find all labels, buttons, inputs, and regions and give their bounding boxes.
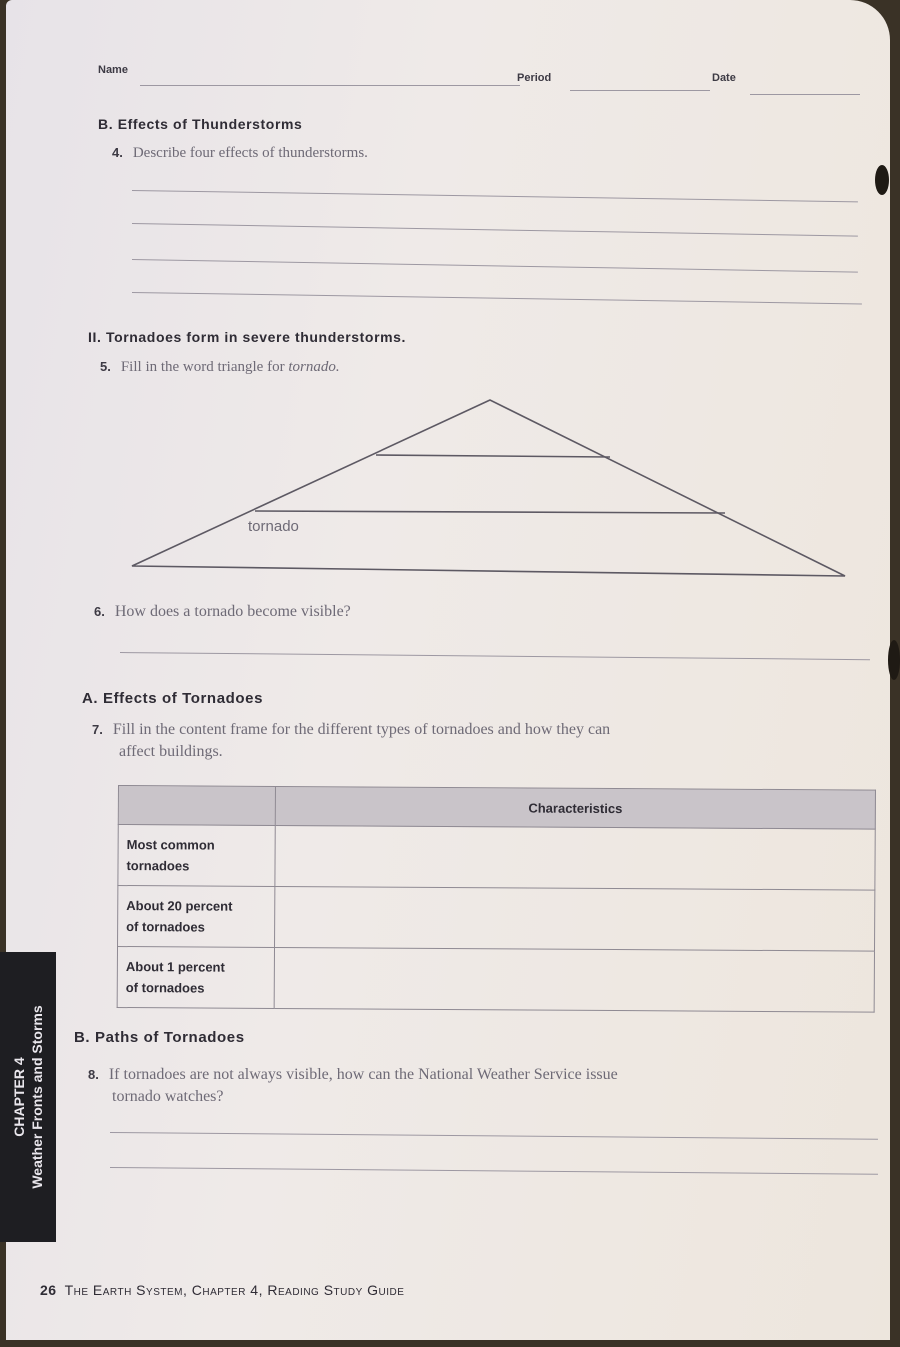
chapter-side-tab bbox=[0, 952, 56, 1242]
triangle-outline bbox=[132, 400, 845, 576]
question-8-line-2: tornado watches? bbox=[112, 1088, 224, 1105]
page-footer bbox=[40, 1282, 404, 1298]
row-label-line: of tornadoes bbox=[125, 980, 205, 996]
page-number: 26 bbox=[40, 1282, 57, 1298]
question-8-number: 8. bbox=[88, 1067, 99, 1082]
table-row bbox=[118, 825, 875, 891]
table-header-empty bbox=[118, 786, 275, 826]
row-label-line: of tornadoes bbox=[126, 919, 205, 935]
name-label: Name bbox=[98, 64, 128, 76]
chapter-label: CHAPTER 4 bbox=[11, 1057, 27, 1137]
chapter-side-tab-text bbox=[0, 952, 56, 1242]
content-frame-table bbox=[117, 785, 876, 1013]
heading-paths-of-tornadoes: B. Paths of Tornadoes bbox=[74, 1029, 245, 1046]
binder-hole bbox=[888, 640, 900, 680]
characteristics-cell[interactable] bbox=[275, 825, 875, 890]
question-8 bbox=[88, 1064, 618, 1108]
question-5-number: 5. bbox=[100, 359, 111, 374]
characteristics-cell[interactable] bbox=[275, 886, 875, 951]
row-label-line: About 1 percent bbox=[125, 959, 225, 975]
row-label-line: About 20 percent bbox=[126, 898, 233, 914]
word-triangle bbox=[0, 0, 900, 600]
question-7-line-2: affect buildings. bbox=[119, 743, 223, 760]
question-6 bbox=[94, 601, 351, 623]
row-label-line: tornadoes bbox=[126, 858, 190, 874]
question-6-number: 6. bbox=[94, 604, 105, 619]
chapter-topic: Weather Fronts and Storms bbox=[29, 1005, 45, 1189]
question-6-text: How does a tornado become visible? bbox=[114, 603, 351, 620]
triangle-answer-line-middle[interactable] bbox=[255, 511, 725, 513]
question-4-number: 4. bbox=[112, 145, 123, 160]
heading-effects-of-thunderstorms: B. Effects of Thunderstorms bbox=[98, 116, 303, 132]
period-label: Period bbox=[517, 72, 552, 84]
question-4-text: Describe four effects of thunderstorms. bbox=[132, 145, 368, 161]
table-row bbox=[117, 947, 874, 1013]
date-label: Date bbox=[712, 72, 736, 84]
characteristics-cell[interactable] bbox=[274, 947, 874, 1012]
question-7-number: 7. bbox=[92, 722, 103, 737]
question-7-line-1: Fill in the content frame for the different types of tornadoes and how they can bbox=[112, 721, 611, 738]
question-8-line-1: If tornadoes are not always visible, how can the National Weather Service issue bbox=[108, 1066, 618, 1083]
question-5-text: Fill in the word triangle for bbox=[120, 359, 289, 375]
row-label-line: Most common bbox=[126, 837, 215, 853]
row-label-most-common bbox=[118, 825, 275, 887]
table-header-row bbox=[118, 786, 875, 830]
triangle-answer-line-top[interactable] bbox=[376, 455, 610, 457]
row-label-20-percent bbox=[118, 886, 275, 948]
question-5-italic: tornado. bbox=[288, 359, 340, 375]
heading-effects-of-tornadoes: A. Effects of Tornadoes bbox=[82, 690, 264, 707]
row-label-1-percent bbox=[117, 947, 274, 1009]
footer-title: The Earth System, Chapter 4, Reading Study Guide bbox=[64, 1282, 405, 1298]
question-7 bbox=[92, 719, 610, 763]
triangle-word-tornado: tornado bbox=[248, 518, 299, 535]
table-row bbox=[118, 886, 875, 952]
heading-tornadoes-form: II. Tornadoes form in severe thunderstorms. bbox=[88, 329, 407, 345]
table-header-characteristics: Characteristics bbox=[275, 786, 875, 829]
